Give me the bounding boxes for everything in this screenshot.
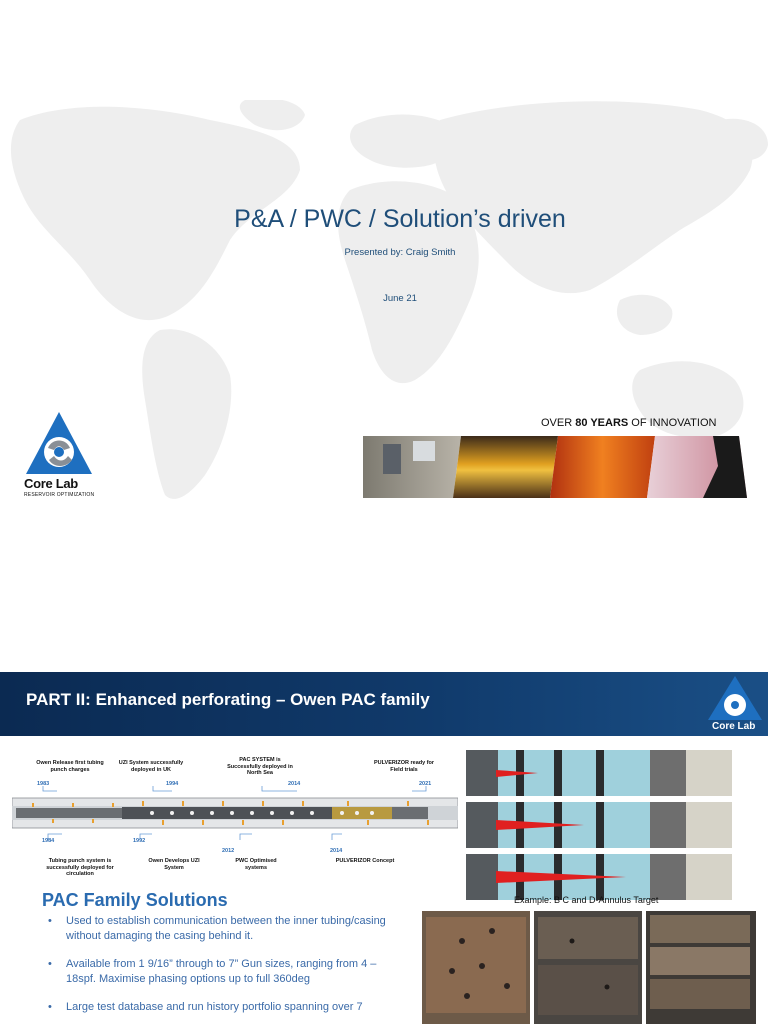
content-slide	[0, 672, 768, 1024]
innovation-image-strip	[363, 436, 747, 498]
timeline-event-text: PULVERIZOR Concept	[335, 858, 395, 864]
target-image-d	[466, 854, 732, 900]
bullet-text: Large test database and run history portfolio spanning over 7	[66, 1001, 363, 1013]
section-title: PAC Family Solutions	[42, 890, 228, 910]
core-lab-logo	[24, 412, 96, 502]
pac-history-timeline	[12, 754, 458, 878]
timeline-year: 2021	[419, 781, 432, 787]
core-lab-logo-small	[706, 676, 764, 734]
bullet-text: Used to establish communication between the inner tubing/casing without damaging the casing behind it.	[66, 915, 386, 942]
timeline-year: 1984	[42, 838, 55, 844]
bullet-item	[48, 914, 408, 944]
logo-brand-text: Core Lab	[712, 721, 756, 732]
timeline-event-text: Tubing punch system is successfully deployed for circulation	[46, 858, 114, 877]
innovation-tagline	[541, 417, 716, 429]
logo-brand-text: Core Lab	[24, 476, 78, 491]
core-lab-triangle-icon	[24, 412, 94, 476]
slide-heading: PART II: Enhanced perforating – Owen PAC family	[26, 690, 430, 709]
innovation-suffix: OF INNOVATION	[628, 417, 717, 429]
timeline-event-text: PULVERIZOR ready for Field trials	[373, 760, 435, 773]
strip-photo-core	[453, 436, 558, 498]
slide-banner	[0, 672, 768, 736]
timeline-event-text: PAC SYSTEM is Successfully deployed in North Sea	[227, 757, 293, 776]
timeline-year: 1992	[133, 838, 146, 844]
presentation-date: June 21	[383, 293, 417, 304]
perforating-gun-diagram	[12, 786, 458, 840]
timeline-year: 1994	[166, 781, 179, 787]
timeline-year: 1983	[37, 781, 50, 787]
timeline-year: 2014	[288, 781, 301, 787]
timeline-year: 2014	[330, 848, 343, 854]
bullet-dot-icon: •	[48, 958, 52, 970]
timeline-event-text: PWC Optimised systems	[235, 858, 277, 871]
timeline-event-text: UZI System successfully deployed in UK	[118, 760, 184, 773]
innovation-prefix: OVER	[541, 417, 576, 429]
bullet-item	[48, 1000, 408, 1015]
bullet-item	[48, 957, 408, 987]
timeline-event-text: Owen Develops UZI System	[148, 858, 200, 871]
strip-photo-thin-section	[550, 436, 655, 498]
timeline-event-text: Owen Release first tubing punch charges	[36, 760, 104, 773]
timeline-year: 2012	[222, 848, 235, 854]
annulus-target-images	[466, 750, 732, 900]
core-lab-triangle-icon	[706, 676, 764, 722]
strip-photo-lab	[363, 436, 461, 498]
perforated-casing-photos	[422, 911, 756, 1024]
bullet-text: Available from 1 9/16” through to 7” Gun sizes, ranging from 4 – 18spf. Maximise phasing options up to full 360deg	[66, 958, 377, 985]
presentation-title: P&A / PWC / Solution’s driven	[234, 205, 566, 233]
logo-subtitle-text: RESERVOIR OPTIMIZATION	[24, 492, 95, 498]
solutions-bullet-list	[48, 914, 408, 1024]
target-caption: Example: B C and D-Annulus Target	[514, 895, 659, 905]
target-image-c	[466, 802, 732, 848]
innovation-highlight: 80 YEARS	[575, 417, 629, 429]
target-image-b	[466, 750, 732, 796]
bullet-dot-icon: •	[48, 915, 52, 927]
bullet-dot-icon: •	[48, 1001, 52, 1013]
presenter-line: Presented by: Craig Smith	[344, 247, 456, 258]
